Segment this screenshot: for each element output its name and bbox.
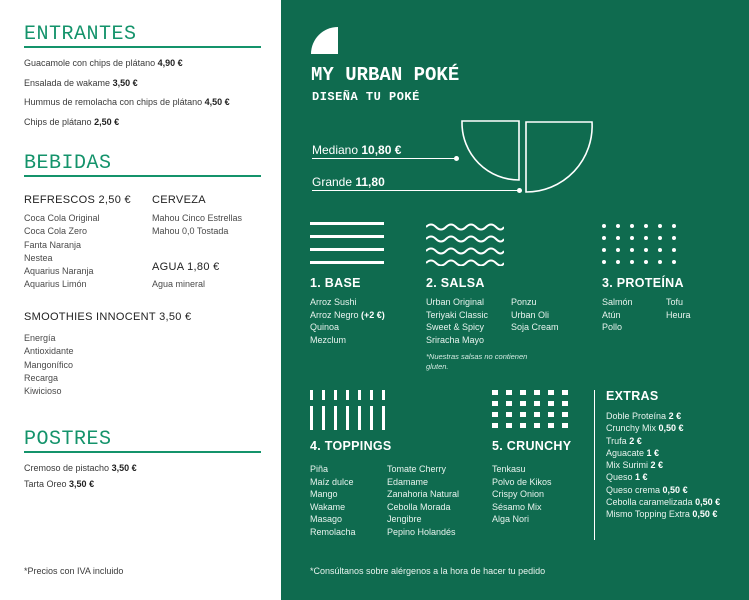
proteina-list-1 (602, 296, 633, 334)
salsa-waves-icon (426, 222, 504, 266)
bowl-medium-icon (461, 120, 521, 182)
list-item: Queso 1 € (606, 472, 648, 483)
list-item: Mix Surimi 2 € (606, 460, 664, 471)
brand-title: MY URBAN POKÉ (311, 64, 460, 86)
list-item: Polvo de Kikos (492, 476, 552, 487)
size-grande-line (312, 190, 520, 191)
list-item: Zanahoria Natural (387, 489, 460, 500)
refrescos-list (24, 212, 100, 292)
list-item: Masago (310, 514, 343, 525)
list-item: Wakame (310, 501, 346, 512)
list-item: Sriracha Mayo (426, 334, 485, 345)
salsa-list-2 (511, 296, 559, 334)
list-item: Trufa 2 € (606, 435, 642, 446)
menu-item: Cremoso de pistacho 3,50 € (24, 463, 137, 473)
list-item: Nestea (24, 252, 53, 263)
list-item: Cebolla Morada (387, 501, 451, 512)
extras-title: EXTRAS (606, 389, 659, 403)
list-item: Aquarius Naranja (24, 266, 94, 277)
list-item: Tomate Cherry (387, 464, 447, 474)
cerveza-title: CERVEZA (152, 194, 206, 206)
list-item: Remolacha (310, 526, 356, 537)
toppings-list-1 (310, 463, 356, 539)
list-item: Edamame (387, 476, 429, 487)
list-item: Aquarius Limón (24, 279, 87, 290)
list-item: Arroz Negro (+2 €) (310, 309, 385, 320)
base-lines-icon (310, 222, 385, 266)
list-item: Fanta Naranja (24, 239, 82, 250)
list-item: Mezclum (310, 334, 347, 345)
crunchy-squares-icon (492, 390, 568, 430)
list-item: Pepino Holandés (387, 526, 456, 537)
toppings-bars-icon (310, 390, 386, 430)
salsa-list-1 (426, 296, 488, 346)
menu-item: Guacamole con chips de plátano 4,90 € (24, 58, 183, 68)
toppings-list-2 (387, 463, 459, 539)
list-item: Piña (310, 464, 329, 474)
list-item: Energía (24, 333, 56, 343)
list-item: Atún (602, 309, 621, 320)
menu-item: Hummus de remolacha con chips de plátano 4,50 € (24, 97, 230, 107)
list-item: Heura (666, 309, 691, 320)
entrantes-title: ENTRANTES (24, 23, 137, 46)
proteina-dots-icon (602, 224, 676, 264)
size-mediano: Mediano 10,80 € (312, 143, 402, 157)
logo-quarter-circle-icon (311, 27, 342, 54)
bowl-large-icon (524, 120, 594, 194)
salsa-note: *Nuestras salsas no contienen gluten. (426, 352, 528, 371)
size-grande: Grande 11,80 (312, 175, 385, 189)
list-item: Crunchy Mix 0,50 € (606, 423, 684, 434)
step-proteina-title: 3. PROTEÍNA (602, 276, 684, 290)
proteina-list-2 (666, 296, 691, 321)
list-item: Crispy Onion (492, 489, 545, 500)
list-item: Maíz dulce (310, 476, 354, 487)
smoothies-title: SMOOTHIES INNOCENT 3,50 € (24, 311, 192, 323)
list-item: Mango (310, 489, 338, 500)
step-toppings-title: 4. TOPPINGS (310, 439, 392, 453)
menu-item: Tarta Oreo 3,50 € (24, 479, 95, 489)
menu-item: Ensalada de wakame 3,50 € (24, 77, 138, 88)
list-item: Mangonífico (24, 359, 74, 370)
brand-subtitle: DISEÑA TU POKÉ (312, 90, 420, 104)
list-item: Queso crema 0,50 € (606, 484, 688, 495)
smoothies-list (24, 332, 74, 398)
list-item: Antioxidante (24, 346, 74, 357)
extras-divider (594, 390, 595, 540)
size-grande-dot (517, 188, 522, 193)
cerveza-list (152, 212, 242, 239)
list-item: Jengibre (387, 514, 422, 525)
list-item: Mismo Topping Extra 0,50 € (606, 509, 718, 520)
extras-list (606, 410, 720, 521)
agua-list (152, 278, 205, 291)
postres-title: POSTRES (24, 428, 112, 451)
left-menu-panel (0, 0, 281, 600)
list-item: Cebolla caramelizada 0,50 € (606, 497, 721, 508)
list-item: Mahou 0,0 Tostada (152, 226, 229, 237)
step-crunchy-title: 5. CRUNCHY (492, 439, 572, 453)
list-item: Coca Cola Original (24, 213, 100, 223)
refrescos-title: REFRESCOS 2,50 € (24, 194, 131, 206)
allergen-note: *Consúltanos sobre alérgenos a la hora de hacer tu pedido (310, 566, 546, 576)
base-list (310, 296, 385, 346)
right-poke-panel (281, 0, 749, 600)
list-item: Soja Cream (511, 322, 559, 333)
list-item: Tofu (666, 297, 684, 307)
list-item: Doble Proteína 2 € (606, 411, 682, 421)
step-salsa-title: 2. SALSA (426, 276, 485, 290)
list-item: Sweet & Spicy (426, 322, 485, 333)
size-mediano-line (312, 158, 457, 159)
list-item: Mahou Cinco Estrellas (152, 213, 243, 223)
crunchy-list (492, 463, 552, 526)
list-item: Ponzu (511, 297, 537, 307)
list-item: Salmón (602, 297, 633, 307)
list-item: Quinoa (310, 322, 340, 333)
list-item: Urban Original (426, 297, 485, 307)
size-mediano-dot (454, 156, 459, 161)
postres-list (24, 463, 137, 495)
list-item: Sésamo Mix (492, 501, 542, 512)
bebidas-divider (24, 175, 261, 177)
list-item: Agua mineral (152, 279, 206, 289)
list-item: Teriyaki Classic (426, 309, 489, 320)
entrantes-list (24, 58, 230, 136)
list-item: Kiwicioso (24, 386, 62, 397)
list-item: Urban Oli (511, 309, 550, 320)
list-item: Aguacate 1 € (606, 447, 660, 458)
menu-item: Chips de plátano 2,50 € (24, 116, 120, 127)
list-item: Tenkasu (492, 464, 526, 474)
entrantes-divider (24, 46, 261, 48)
list-item: Pollo (602, 322, 623, 333)
agua-title: AGUA 1,80 € (152, 261, 220, 273)
bebidas-title: BEBIDAS (24, 152, 112, 175)
list-item: Arroz Sushi (310, 297, 357, 307)
step-base-title: 1. BASE (310, 276, 361, 290)
list-item: Coca Cola Zero (24, 226, 88, 237)
postres-divider (24, 451, 261, 453)
list-item: Alga Nori (492, 514, 530, 525)
iva-note: *Precios con IVA incluido (24, 566, 124, 576)
list-item: Recarga (24, 372, 59, 383)
